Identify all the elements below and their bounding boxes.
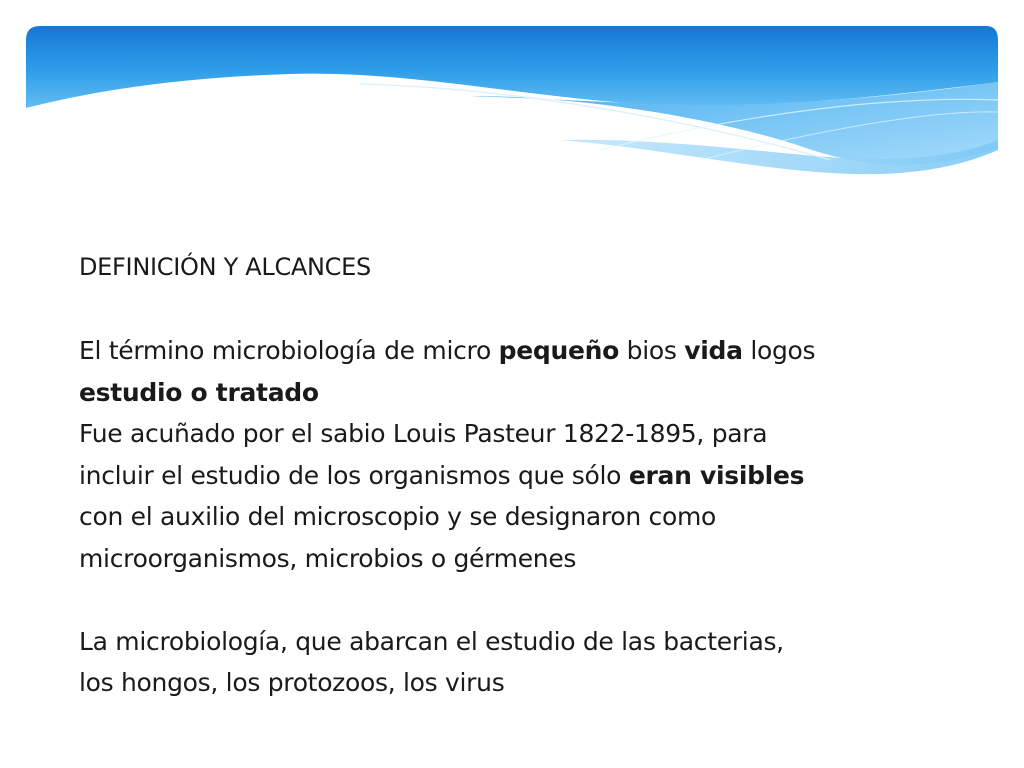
paragraph-3-line-2: los hongos, los protozoos, los virus	[79, 668, 505, 697]
paragraph-2-line-3: con el auxilio del microscopio y se designaron como	[79, 502, 717, 531]
paragraph-3-line-1: La microbiología, que abarcan el estudio de las bacterias,	[79, 626, 784, 656]
blank-line	[79, 579, 979, 621]
blank-line	[79, 289, 979, 331]
bold-term-eran-visibles: eran visibles	[628, 460, 805, 490]
paragraph-1-line-2	[79, 372, 979, 414]
bold-term-vida: vida	[684, 336, 743, 365]
text-run: logos	[742, 336, 816, 365]
text-run: El término microbiología de micro	[79, 336, 499, 365]
bold-term-pequeno: pequeño	[498, 336, 619, 365]
paragraph-2-line-2	[79, 455, 979, 497]
paragraph-1-line-1	[79, 330, 979, 372]
text-run: incluir el estudio de los organismos que sólo	[79, 460, 629, 490]
bold-term-estudio: estudio o tratado	[79, 377, 319, 407]
paragraph-2-line-1: Fue acuñado por el sabio Louis Pasteur 1822-1895, para	[79, 419, 768, 448]
paragraph-2-line-4: microorganismos, microbios o gérmenes	[79, 543, 577, 573]
wave-banner	[0, 0, 1024, 200]
slide-content	[79, 247, 979, 704]
text-run: bios	[619, 336, 685, 365]
slide-heading: DEFINICIÓN Y ALCANCES	[79, 253, 371, 281]
